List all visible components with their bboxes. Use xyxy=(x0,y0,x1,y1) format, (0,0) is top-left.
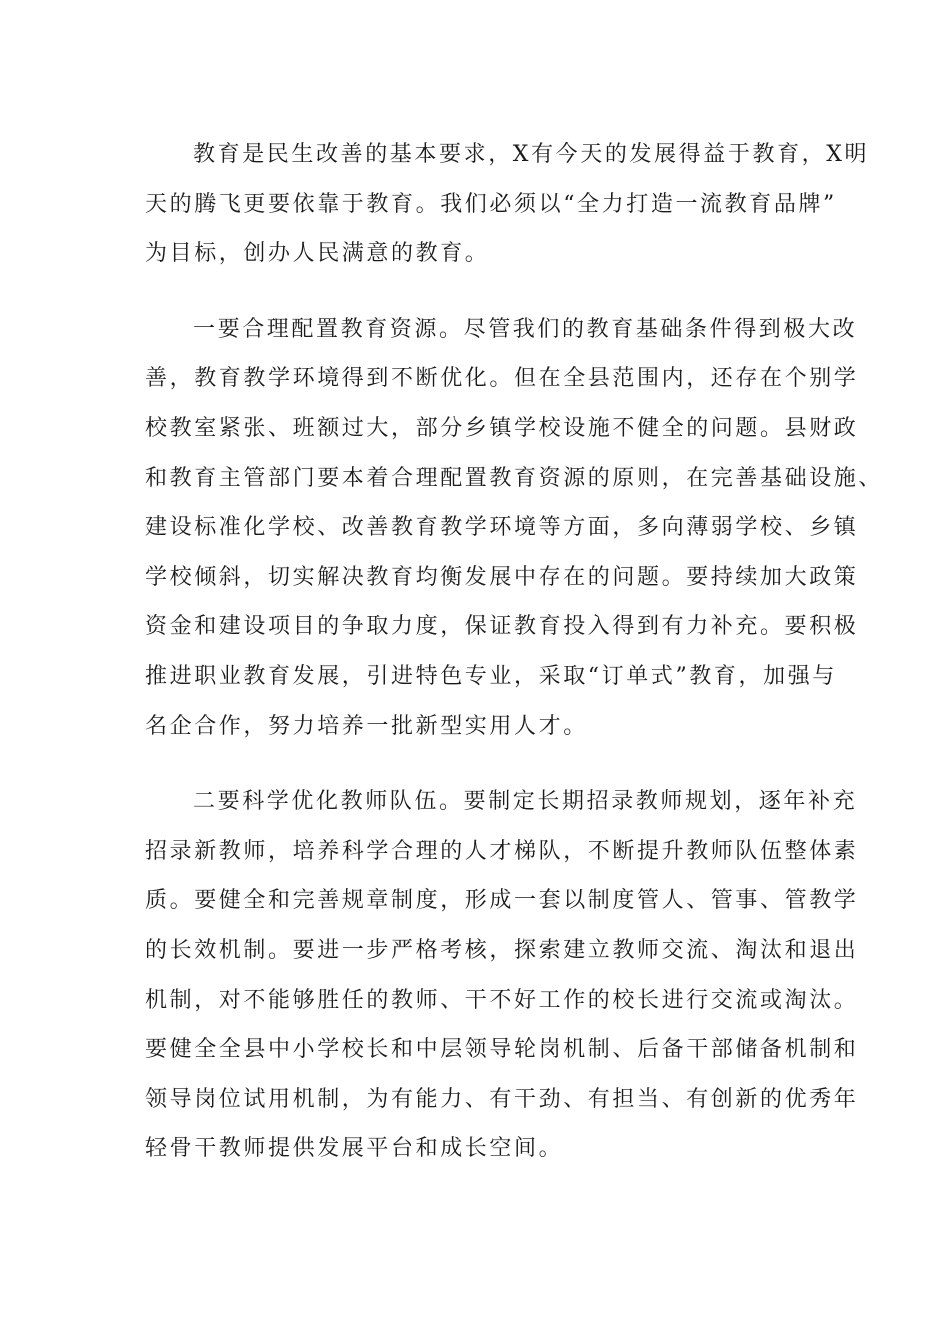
text-line: 名企合作，努力培养一批新型实用人才。 xyxy=(145,713,588,739)
document-body xyxy=(145,130,884,1174)
text-line: 一要合理配置教育资源。尽管我们的教育基础条件得到极大改 xyxy=(193,316,858,342)
paragraph-resources xyxy=(145,305,884,751)
text-line: 建设标准化学校、改善教育教学环境等方面，多向薄弱学校、乡镇 xyxy=(145,515,859,541)
text-line: 天的腾飞更要依靠于教育。我们必须以“全力打造一流教育品牌” xyxy=(145,191,837,217)
text-line: 学校倾斜，切实解决教育均衡发展中存在的问题。要持续加大政策 xyxy=(145,564,859,590)
paragraph-intro xyxy=(145,130,870,279)
text-line: 招录新教师，培养科学合理的人才梯队，不断提升教师队伍整体素 xyxy=(145,838,859,864)
text-line: 教育是民生改善的基本要求，X有今天的发展得益于教育，X明 xyxy=(193,142,870,167)
text-line: 推进职业教育发展，引进特色专业，采取“订单式”教育，加强与 xyxy=(145,663,837,689)
paragraph-teachers xyxy=(145,777,859,1174)
text-line: 质。要健全和完善规章制度，形成一套以制度管人、管事、管教学 xyxy=(145,888,859,914)
text-line: 和教育主管部门要本着合理配置教育资源的原则，在完善基础设施、 xyxy=(145,465,884,491)
text-line: 轻骨干教师提供发展平台和成长空间。 xyxy=(145,1136,564,1162)
text-line: 校教室紧张、班额过大，部分乡镇学校设施不健全的问题。县财政 xyxy=(145,415,859,441)
text-line: 二要科学优化教师队伍。要制定长期招录教师规划，逐年补充 xyxy=(193,789,858,815)
text-line: 机制，对不能够胜任的教师、干不好工作的校长进行交流或淘汰。 xyxy=(145,987,859,1013)
text-line: 领导岗位试用机制，为有能力、有干劲、有担当、有创新的优秀年 xyxy=(145,1086,859,1112)
text-line: 的长效机制。要进一步严格考核，探索建立教师交流、淘汰和退出 xyxy=(145,937,859,963)
text-line: 资金和建设项目的争取力度，保证教育投入得到有力补充。要积极 xyxy=(145,614,859,640)
text-line: 为目标，创办人民满意的教育。 xyxy=(145,241,490,267)
text-line: 善，教育教学环境得到不断优化。但在全县范围内，还存在个别学 xyxy=(145,366,859,392)
text-line: 要健全全县中小学校长和中层领导轮岗机制、后备干部储备机制和 xyxy=(145,1037,859,1063)
